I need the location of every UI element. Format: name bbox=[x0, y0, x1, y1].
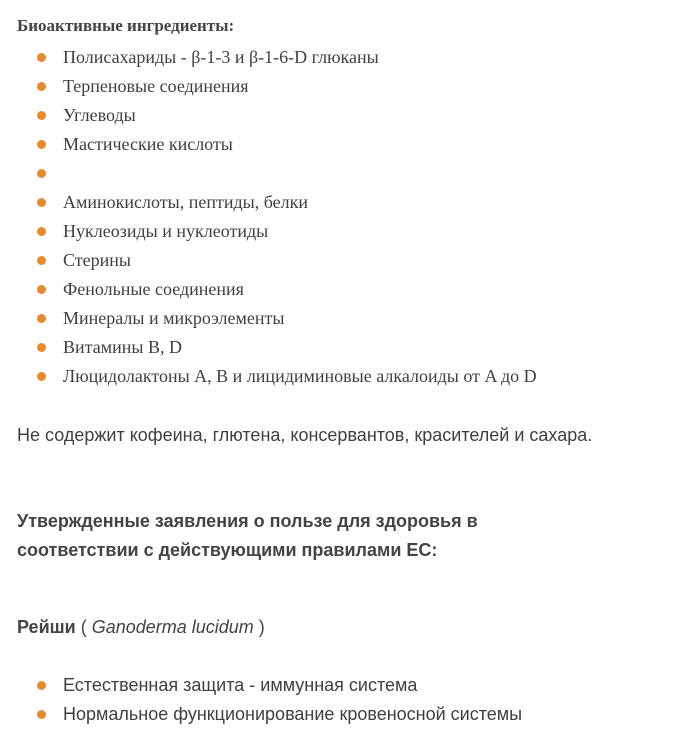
bullet-icon bbox=[37, 169, 46, 178]
list-item: Полисахариды - β-1-3 и β-1-6-D глюканы bbox=[0, 43, 700, 72]
bullet-icon bbox=[37, 256, 46, 265]
bullet-icon bbox=[37, 314, 46, 323]
list-item: Естественная защита - иммунная система bbox=[0, 671, 700, 700]
bullet-icon bbox=[37, 140, 46, 149]
list-item: Аминокислоты, пептиды, белки bbox=[0, 188, 700, 217]
list-item: Нормальное функционирование кровеносной системы bbox=[0, 700, 700, 729]
bullet-icon bbox=[37, 372, 46, 381]
list-item: Углеводы bbox=[0, 101, 700, 130]
bioactive-ingredients-heading: Биоактивные ингредиенты: bbox=[17, 16, 235, 35]
list-item: Нуклеозиды и нуклеотиды bbox=[0, 217, 700, 246]
bullet-icon bbox=[37, 343, 46, 352]
bullet-icon bbox=[37, 111, 46, 120]
reishi-open-paren: ( bbox=[75, 617, 92, 637]
list-item: Мастические кислоты bbox=[0, 130, 700, 159]
reishi-heading bbox=[17, 617, 265, 638]
reishi-latin-name: Ganoderma lucidum bbox=[91, 617, 254, 637]
ingredients-list bbox=[0, 43, 700, 391]
reishi-name: Рейши bbox=[17, 617, 76, 637]
bullet-icon bbox=[37, 82, 46, 91]
list-item: Витамины B, D bbox=[0, 333, 700, 362]
bullet-icon bbox=[37, 198, 46, 207]
list-item: Терпеновые соединения bbox=[0, 72, 700, 101]
bullet-icon bbox=[37, 227, 46, 236]
claims-heading-line-1: Утвержденные заявления о пользе для здоровья в bbox=[17, 511, 478, 531]
list-item: Фенольные соединения bbox=[0, 275, 700, 304]
bullet-icon bbox=[37, 285, 46, 294]
bullet-icon bbox=[37, 710, 46, 719]
bullet-icon bbox=[37, 681, 46, 690]
list-item: Люцидолактоны A, B и лицидиминовые алкалоиды от A до D bbox=[0, 362, 700, 391]
list-item: Стерины bbox=[0, 246, 700, 275]
reishi-close-paren: ) bbox=[253, 617, 265, 637]
benefits-list bbox=[0, 671, 700, 729]
list-item bbox=[0, 159, 700, 188]
free-from-note: Не содержит кофеина, глютена, консервантов, красителей и сахара. bbox=[17, 425, 593, 445]
list-item: Минералы и микроэлементы bbox=[0, 304, 700, 333]
bullet-icon bbox=[37, 53, 46, 62]
claims-heading-line-2: соответствии с действующими правилами ЕС: bbox=[17, 540, 438, 560]
